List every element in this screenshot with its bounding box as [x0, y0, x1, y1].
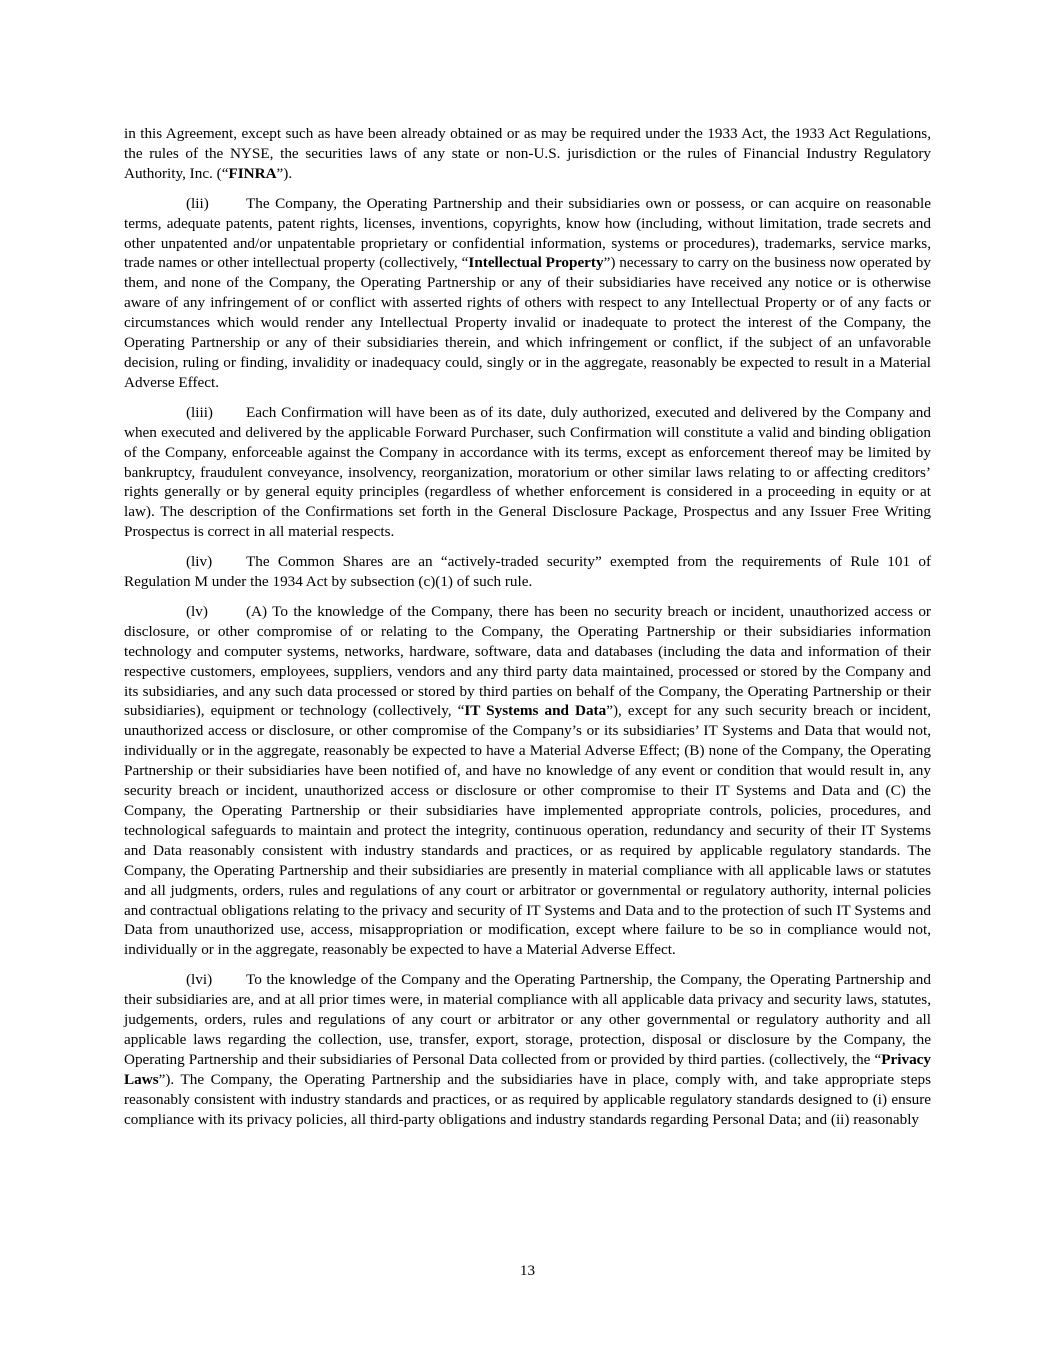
paragraph-p-lv	[124, 602, 931, 960]
defined-term: FINRA	[228, 164, 277, 182]
paragraph-text: ”), except for any such security breach or incident, unauthorized access or disclosure, or other compromise of the Company’s or its subsidiaries’ IT Systems and Data that would not, individually or in the aggregate, reasonably be expected to have a Material Adverse Effect; (B) none of the Company, the Operating Partnership or their subsidiaries have been notified of, and have no knowledge of any event or condition that would result in, any security breach or incident, unauthorized access or disclosure or other compromise to their IT Systems and Data and (C) the Company, the Operating Partnership or their subsidiaries have implemented appropriate controls, policies, procedures, and technological safeguards to maintain and protect the integrity, continuous operation, redundancy and security of their IT Systems and Data reasonably consistent with industry standards and practices, or as required by applicable regulatory standards. The Company, the Operating Partnership and their subsidiaries are presently in material compliance with all applicable laws or statutes and all judgments, orders, rules and regulations of any court or arbitrator or governmental or regulatory authority, internal policies and contractual obligations relating to the privacy and security of IT Systems and Data and to the protection of such IT Systems and Data from unauthorized use, access, misappropriation or modification, except where failure to be so in compliance would not, individually or in the aggregate, reasonably be expected to have a Material Adverse Effect.	[124, 702, 931, 959]
paragraph-p-lvi	[124, 970, 931, 1129]
paragraph-text: Each Confirmation will have been as of its date, duly authorized, executed and delivered by the Company and when executed and delivered by the applicable Forward Purchaser, such Confirmation will constitute a valid and binding obligation of the Company, enforceable against the Company in accordance with its terms, except as enforcement thereof may be limited by bankruptcy, fraudulent conveyance, insolvency, reorganization, moratorium or other similar laws relating to or affecting creditors’ rights generally or by general equity principles (regardless of whether enforcement is considered in a proceeding in equity or at law). The description of the Confirmations set forth in the General Disclosure Package, Prospectus and any Issuer Free Writing Prospectus is correct in all material respects.	[124, 403, 931, 541]
paragraph-p-lii	[124, 194, 931, 393]
paragraph-text: The Common Shares are an “actively-traded security” exempted from the requirements of Rule 101 of Regulation M under the 1934 Act by subsection (c)(1) of such rule.	[124, 553, 931, 591]
paragraph-p0	[124, 124, 931, 184]
paragraph-text: (A) To the knowledge of the Company, there has been no security breach or incident, unauthorized access or disclosure, or other compromise of or relating to the Company, the Operating Partnership or their subsidiaries information technology and computer systems, networks, hardware, software, data and databases (including the data and information of their respective customers, employees, suppliers, vendors and any third party data maintained, processed or stored by the Company and its subsidiaries, and any such data processed or stored by third parties on behalf of the Company, the Operating Partnership or their subsidiaries), equipment or technology (collectively, “	[124, 602, 931, 720]
paragraph-text: ”) necessary to carry on the business now operated by them, and none of the Company, the Operating Partnership or any of their subsidiaries have received any notice or is otherwise aware of any infringement of or conflict with asserted rights of others with respect to any Intellectual Property or of any facts or circumstances which would render any Intellectual Property invalid or inadequate to protect the interest of the Company, the Operating Partnership or any of their subsidiaries therein, and which infringement or conflict, if the subject of an unfavorable decision, ruling or finding, invalidity or inadequacy could, singly or in the aggregate, reasonably be expected to result in a Material Adverse Effect.	[124, 254, 931, 391]
paragraph-number: (lv)	[186, 602, 208, 620]
paragraph-text: The Company, the Operating Partnership and their subsidiaries own or possess, or can acquire on reasonable terms, adequate patents, patent rights, licenses, inventions, copyrights, know how (including, without limitation, trade secrets and other unpatented and/or unpatentable proprietary or confidential information, systems or procedures), trademarks, service marks, trade names or other intellectual property (collectively, “	[124, 194, 931, 272]
paragraph-number: (liii)	[186, 403, 213, 421]
paragraph-p-liv	[124, 552, 931, 592]
paragraph-number: (lii)	[186, 194, 209, 212]
page-number: 13	[519, 1262, 536, 1279]
paragraph-text: ”). The Company, the Operating Partnership and the subsidiaries have in place, comply with, and take appropriate steps reasonably consistent with industry standards and practices, or as required by applicable regulatory standards designed to (i) ensure compliance with its privacy policies, all third-party obligations and industry standards regarding Personal Data; and (ii) reasonably	[124, 1070, 931, 1128]
paragraph-number: (lvi)	[186, 971, 213, 989]
defined-term: Intellectual Property	[468, 254, 604, 272]
paragraph-p-liii	[124, 403, 931, 542]
defined-term: IT Systems and Data	[464, 702, 607, 720]
paragraph-text: To the knowledge of the Company and the Operating Partnership, the Company, the Operating Partnership and their subsidiaries are, and at all prior times were, in material compliance with all applicable data privacy and security laws, statutes, judgements, orders, rules and regulations of any court or arbitrator or any other governmental or regulatory authority and all applicable laws regarding the collection, use, transfer, export, storage, protection, disposal or disclosure by the Company, the Operating Partnership and their subsidiaries of Personal Data collected from or provided by third parties. (collectively, the “	[124, 971, 931, 1068]
paragraph-text: ”).	[276, 164, 293, 182]
defined-term: Privacy Laws	[124, 1050, 931, 1088]
paragraph-text: in this Agreement, except such as have been already obtained or as may be required under the 1933 Act, the 1933 Act Regulations, the rules of the NYSE, the securities laws of any state or non-U.S. jurisdiction or the rules of Financial Industry Regulatory Authority, Inc. (“	[124, 125, 931, 182]
document-page	[124, 124, 931, 1140]
paragraph-number: (liv)	[186, 553, 213, 571]
